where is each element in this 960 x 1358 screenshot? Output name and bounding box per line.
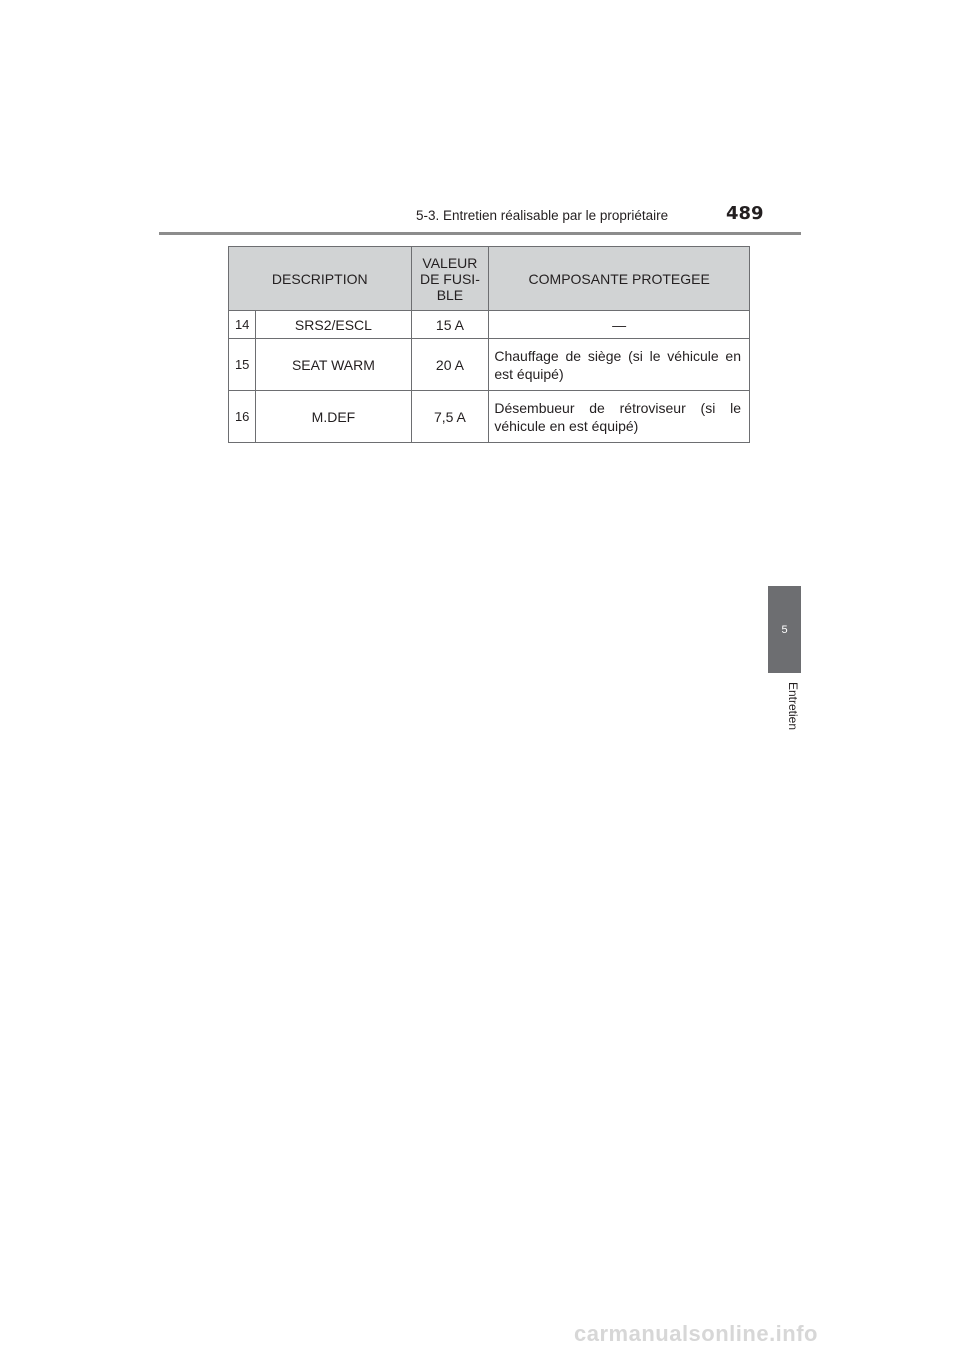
fuse-component: Chauffage de siège (si le véhicule en est équipé) [489, 339, 750, 391]
header-value-line3: BLE [436, 286, 464, 303]
table-row [229, 339, 750, 391]
page-number: 489 [726, 203, 764, 224]
chapter-label: Entretien [786, 682, 800, 731]
header-divider [159, 232, 801, 235]
fuse-description: M.DEF [256, 391, 411, 443]
watermark: carmanualsonline.info [574, 1321, 818, 1346]
fuse-component: — [489, 311, 750, 339]
fuse-table [228, 246, 750, 443]
fuse-description: SEAT WARM [256, 339, 411, 391]
fuse-description: SRS2/ESCL [256, 311, 411, 339]
fuse-value: 7,5 A [411, 391, 489, 443]
fuse-number: 15 [229, 339, 256, 391]
table-row [229, 391, 750, 443]
fuse-number: 16 [229, 391, 256, 443]
fuse-component: Désembueur de rétroviseur (si le véhicule en est équipé) [489, 391, 750, 443]
chapter-number: 5 [781, 623, 788, 636]
header-value-line2: DE FUSI- [419, 270, 480, 287]
header-fuse-value [411, 247, 489, 311]
table-header-row [229, 247, 750, 311]
header-description: DESCRIPTION [229, 247, 412, 311]
header-component: COMPOSANTE PROTEGEE [489, 247, 750, 311]
section-title: 5-3. Entretien réalisable par le propriétaire [416, 208, 669, 223]
fuse-number: 14 [229, 311, 256, 339]
table-row [229, 311, 750, 339]
fuse-value: 20 A [411, 339, 489, 391]
fuse-value: 15 A [411, 311, 489, 339]
chapter-tab [768, 586, 801, 673]
header-value-line1: VALEUR [422, 254, 478, 271]
